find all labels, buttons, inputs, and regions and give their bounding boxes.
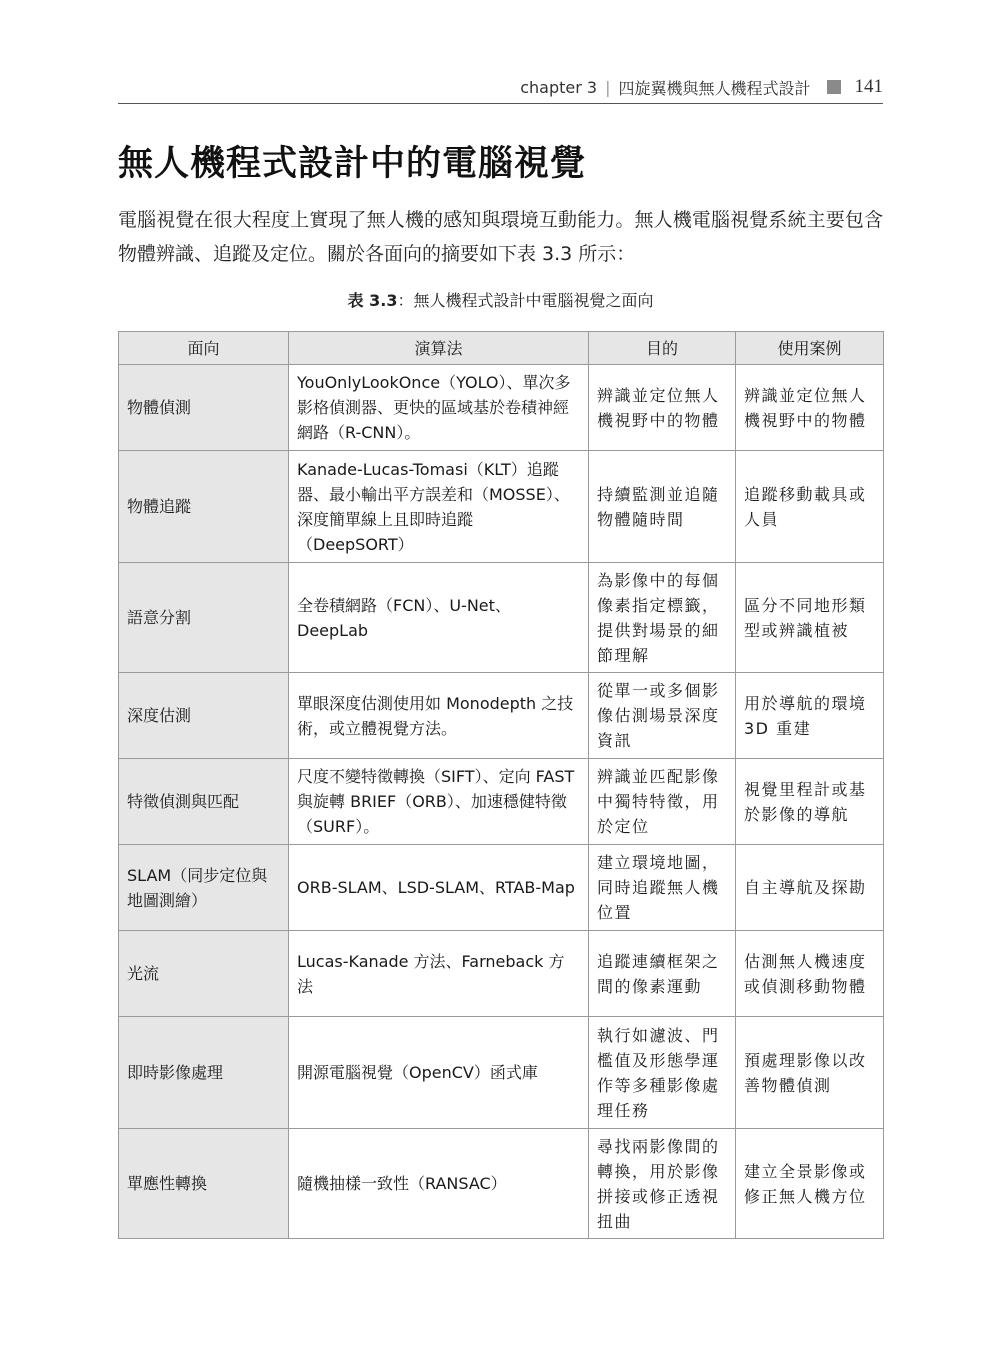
use-case-cell: 追蹤移動載具或人員 bbox=[736, 451, 884, 563]
header-aspect: 面向 bbox=[119, 332, 289, 365]
table-header-row bbox=[119, 332, 884, 365]
chapter-title: 四旋翼機與無人機程式設計 bbox=[618, 78, 811, 98]
table-row bbox=[119, 931, 884, 1017]
purpose-cell: 尋找兩影像間的轉換，用於影像拼接或修正透視扭曲 bbox=[589, 1129, 736, 1239]
table-row bbox=[119, 563, 884, 673]
purpose-cell: 辨識並匹配影像中獨特特徵，用於定位 bbox=[589, 759, 736, 845]
header-use-case: 使用案例 bbox=[736, 332, 884, 365]
header-separator: | bbox=[605, 77, 611, 97]
purpose-cell: 從單一或多個影像估測場景深度資訊 bbox=[589, 673, 736, 759]
algorithm-cell: YouOnlyLookOnce（YOLO）、單次多影格偵測器、更快的區域基於卷積神經網路（R-CNN）。 bbox=[289, 365, 589, 451]
use-case-cell: 用於導航的環境 3D 重建 bbox=[736, 673, 884, 759]
table-caption bbox=[118, 288, 883, 311]
purpose-cell: 執行如濾波、門檻值及形態學運作等多種影像處理任務 bbox=[589, 1017, 736, 1129]
aspect-cell: 物體偵測 bbox=[119, 365, 289, 451]
table-caption-label: 表 3.3 bbox=[347, 291, 398, 310]
use-case-cell: 建立全景影像或修正無人機方位 bbox=[736, 1129, 884, 1239]
algorithm-cell: 單眼深度估測使用如 Monodepth 之技術，或立體視覺方法。 bbox=[289, 673, 589, 759]
table-row bbox=[119, 759, 884, 845]
page-number: 141 bbox=[854, 76, 883, 97]
aspect-cell: 物體追蹤 bbox=[119, 451, 289, 563]
purpose-cell: 為影像中的每個像素指定標籤，提供對場景的細節理解 bbox=[589, 563, 736, 673]
aspect-cell: SLAM（同步定位與地圖測繪） bbox=[119, 845, 289, 931]
purpose-cell: 持續監測並追隨物體隨時間 bbox=[589, 451, 736, 563]
running-head bbox=[118, 72, 883, 102]
table-row bbox=[119, 845, 884, 931]
use-case-cell: 視覺里程計或基於影像的導航 bbox=[736, 759, 884, 845]
aspects-table bbox=[118, 331, 884, 1239]
use-case-cell: 自主導航及探勘 bbox=[736, 845, 884, 931]
table-row bbox=[119, 673, 884, 759]
algorithm-cell: Lucas-Kanade 方法、Farneback 方法 bbox=[289, 931, 589, 1017]
table-row bbox=[119, 1017, 884, 1129]
algorithm-cell: 全卷積網路（FCN）、U-Net、DeepLab bbox=[289, 563, 589, 673]
purpose-cell: 辨識並定位無人機視野中的物體 bbox=[589, 365, 736, 451]
table-caption-text: ：無人機程式設計中電腦視覺之面向 bbox=[397, 291, 654, 310]
algorithm-cell: 尺度不變特徵轉換（SIFT）、定向 FAST 與旋轉 BRIEF（ORB）、加速穩健特徵（SURF）。 bbox=[289, 759, 589, 845]
algorithm-cell: 隨機抽樣一致性（RANSAC） bbox=[289, 1129, 589, 1239]
purpose-cell: 追蹤連續框架之間的像素運動 bbox=[589, 931, 736, 1017]
header-algorithm: 演算法 bbox=[289, 332, 589, 365]
header-rule bbox=[118, 103, 883, 104]
header-purpose: 目的 bbox=[589, 332, 736, 365]
intro-paragraph: 電腦視覺在很大程度上實現了無人機的感知與環境互動能力。無人機電腦視覺系統主要包含物體辨識、追蹤及定位。關於各面向的摘要如下表 3.3 所示： bbox=[118, 209, 883, 265]
aspect-cell: 光流 bbox=[119, 931, 289, 1017]
aspect-cell: 單應性轉換 bbox=[119, 1129, 289, 1239]
algorithm-cell: ORB-SLAM、LSD-SLAM、RTAB-Map bbox=[289, 845, 589, 931]
square-marker-icon bbox=[827, 80, 841, 94]
table-row bbox=[119, 451, 884, 563]
algorithm-cell: 開源電腦視覺（OpenCV）函式庫 bbox=[289, 1017, 589, 1129]
use-case-cell: 估測無人機速度或偵測移動物體 bbox=[736, 931, 884, 1017]
aspect-cell: 特徵偵測與匹配 bbox=[119, 759, 289, 845]
purpose-cell: 建立環境地圖，同時追蹤無人機位置 bbox=[589, 845, 736, 931]
use-case-cell: 辨識並定位無人機視野中的物體 bbox=[736, 365, 884, 451]
aspect-cell: 即時影像處理 bbox=[119, 1017, 289, 1129]
table-row bbox=[119, 1129, 884, 1239]
use-case-cell: 區分不同地形類型或辨識植被 bbox=[736, 563, 884, 673]
algorithm-cell: Kanade-Lucas-Tomasi（KLT）追蹤器、最小輸出平方誤差和（MOSSE）、深度簡單線上且即時追蹤（DeepSORT） bbox=[289, 451, 589, 563]
table-row bbox=[119, 365, 884, 451]
section-title: 無人機程式設計中的電腦視覺 bbox=[118, 144, 587, 184]
chapter-label: chapter 3 bbox=[520, 77, 598, 97]
aspect-cell: 深度估測 bbox=[119, 673, 289, 759]
use-case-cell: 預處理影像以改善物體偵測 bbox=[736, 1017, 884, 1129]
aspect-cell: 語意分割 bbox=[119, 563, 289, 673]
